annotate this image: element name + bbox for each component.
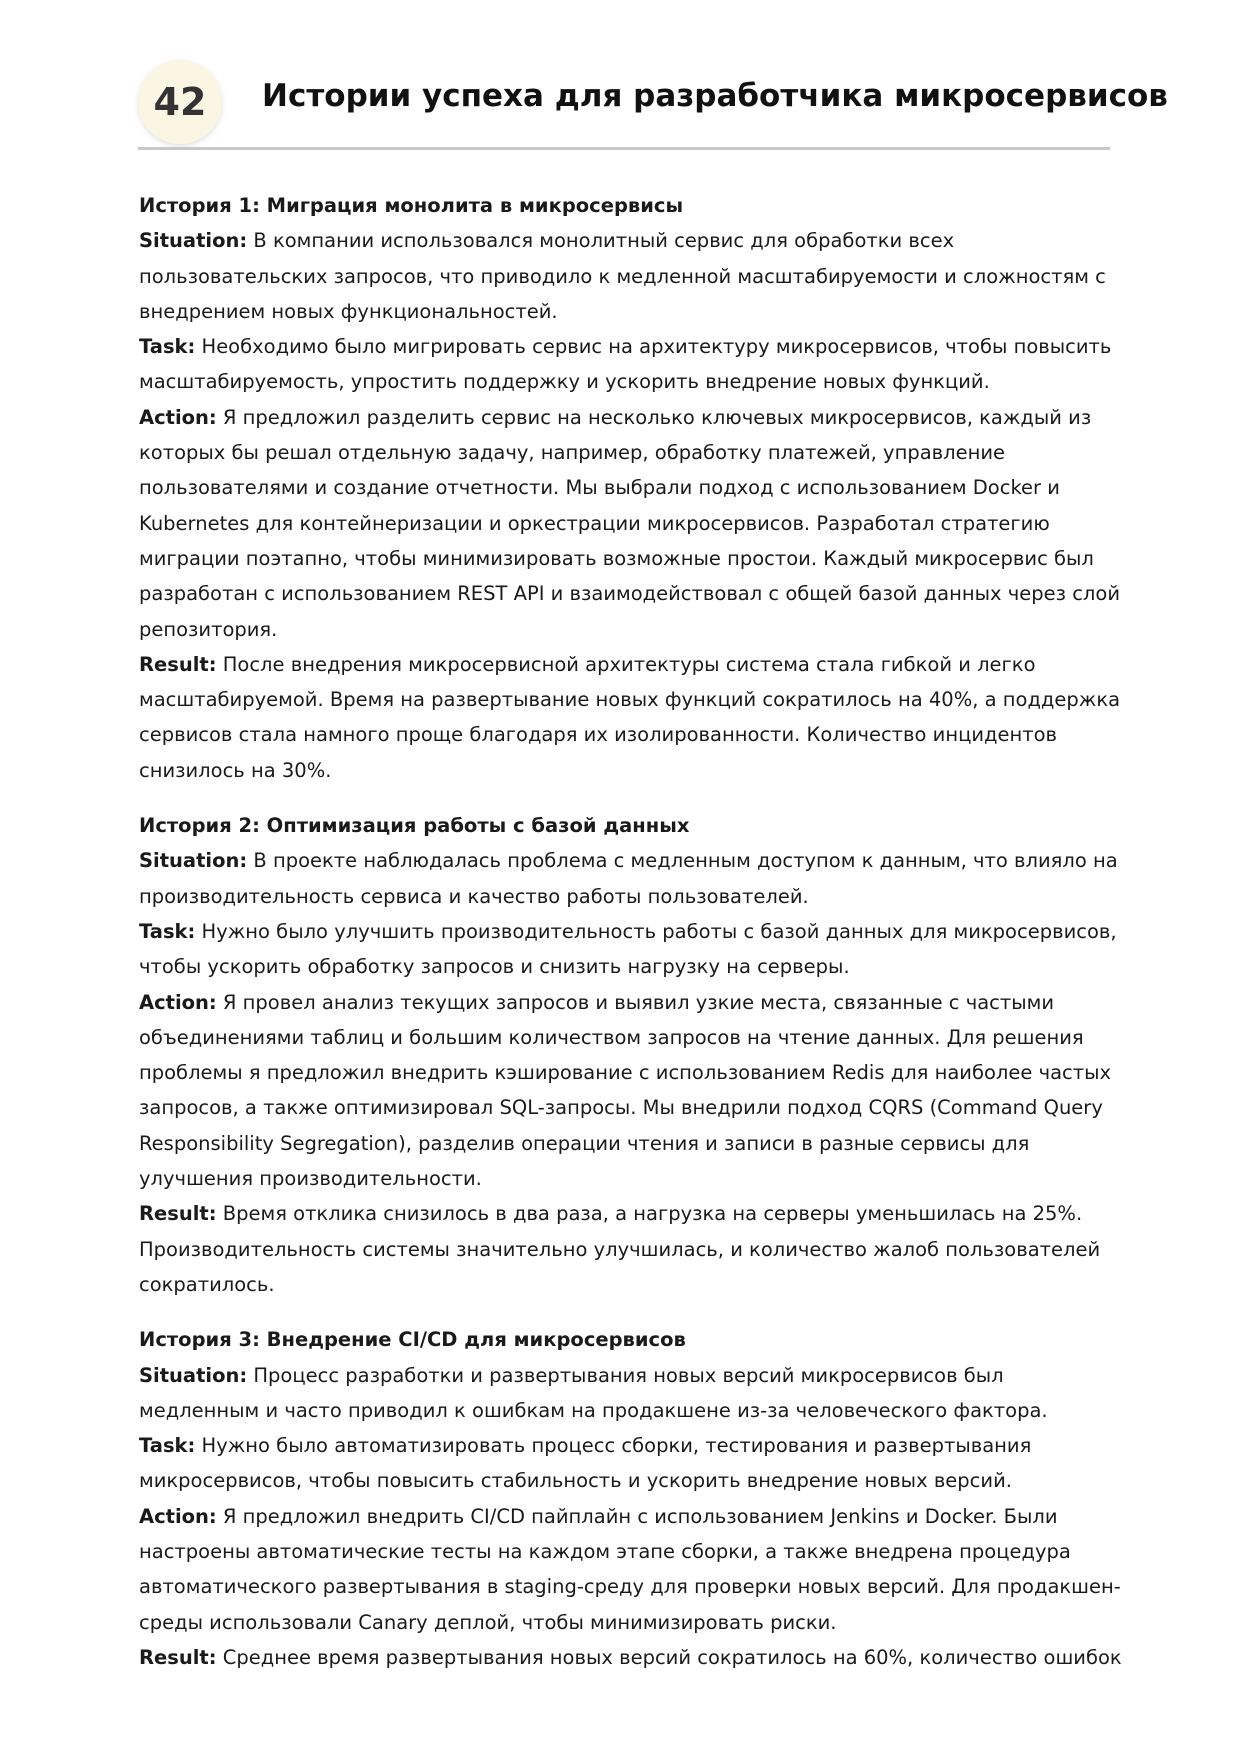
story-title: История 1: Миграция монолита в микросервисы: [139, 194, 684, 217]
situation-text: Процесс разработки и развертывания новых версий микросервисов был медленным и часто приводил к ошибкам на продакшене из-за человеческого фактора.: [139, 1363, 1048, 1422]
task-text: Нужно было автоматизировать процесс сборки, тестирования и развертывания микросервисов, чтобы повысить стабильность и ускорить внедрение новых версий.: [139, 1434, 1032, 1493]
action-text: Я предложил разделить сервис на несколько ключевых микросервисов, каждый из которых бы решал отдельную задачу, например, обработку платежей, управление пользователями и создание отчетности. Мы выбрали подход с использованием Docker и Kubernetes для контейнеризации и оркестрации микросервисов. Разработал стратегию миграции поэтапно, чтобы минимизировать возможные простои. Каждый микросервис был разработан с использованием REST API и взаимодействовал с общей базой данных через слой репозитория.: [139, 405, 1120, 641]
action-text: Я предложил внедрить CI/CD пайплайн с использованием Jenkins и Docker. Были настроены автоматические тесты на каждом этапе сборки, а также внедрена процедура автоматического развертывания в staging-среду для проверки новых версий. Для продакшен-среды использовали Canary деплой, чтобы минимизировать риски.: [139, 1504, 1121, 1634]
story-task: [139, 914, 1129, 985]
situation-label: Situation:: [139, 1363, 248, 1387]
story-action: [139, 400, 1129, 647]
story-result: [139, 1196, 1129, 1302]
story-task: [139, 1428, 1129, 1499]
result-text: После внедрения микросервисной архитектуры система стала гибкой и легко масштабируемой. Время на развертывание новых функций сократилось на 40%, а поддержка сервисов стала намного проще благодаря их изолированности. Количество инцидентов снизилось на 30%.: [139, 652, 1121, 782]
task-label: Task:: [139, 919, 196, 943]
story-result: [139, 1640, 1129, 1675]
task-text: Необходимо было мигрировать сервис на архитектуру микросервисов, чтобы повысить масштабируемость, упростить поддержку и ускорить внедрение новых функций.: [139, 335, 1112, 394]
story-situation: [139, 1358, 1129, 1429]
header-divider: [138, 147, 1110, 150]
situation-label: Situation:: [139, 849, 248, 873]
story-task: [139, 329, 1129, 400]
story-title: История 3: Внедрение CI/CD для микросервисов: [139, 1328, 686, 1352]
result-label: Result:: [139, 1645, 217, 1669]
situation-label: Situation:: [139, 229, 248, 253]
situation-text: В компании использовался монолитный сервис для обработки всех пользовательских запросов, что приводило к медленной масштабируемости и сложностям с внедрением новых функциональностей.: [139, 229, 1106, 323]
story-1: [139, 188, 1129, 788]
situation-text: В проекте наблюдалась проблема с медленным доступом к данным, что влияло на производительность сервиса и качество работы пользователей.: [139, 849, 1118, 908]
stories-content: [139, 188, 1129, 1695]
page-title: Истории успеха для разработчика микросервисов: [262, 78, 1168, 114]
action-text: Я провел анализ текущих запросов и выявил узкие места, связанные с частыми объединениями таблиц и большим количеством запросов на чтение данных. Для решения проблемы я предложил внедрить кэширование с использованием Redis для наиболее частых запросов, а также оптимизировал SQL-запросы. Мы внедрили подход CQRS (Command Query Responsibility Segregation), разделив операции чтения и записи в разные сервисы для улучшения производительности.: [139, 990, 1112, 1191]
story-situation: [139, 843, 1129, 914]
page-header: [138, 58, 1168, 150]
action-label: Action:: [139, 405, 217, 429]
story-result: [139, 647, 1129, 788]
story-title: История 2: Оптимизация работы с базой данных: [139, 814, 690, 838]
result-text: Среднее время развертывания новых версий сократилось на 60%, количество ошибок: [216, 1645, 1122, 1669]
action-label: Action:: [139, 1504, 217, 1528]
story-action: [139, 985, 1129, 1197]
story-situation: [139, 223, 1129, 329]
result-label: Result:: [139, 652, 217, 676]
result-label: Result:: [139, 1202, 217, 1226]
story-action: [139, 1499, 1129, 1640]
task-text: Нужно было улучшить производительность работы с базой данных для микросервисов, чтобы ускорить обработку запросов и снизить нагрузку на серверы.: [139, 919, 1117, 979]
story-2: [139, 808, 1129, 1302]
result-text: Время отклика снизилось в два раза, а нагрузка на серверы уменьшилась на 25%. Производительность системы значительно улучшилась, и количество жалоб пользователей сократилось.: [139, 1202, 1101, 1296]
task-label: Task:: [139, 335, 196, 359]
story-3: [139, 1322, 1129, 1675]
task-label: Task:: [139, 1434, 196, 1458]
chapter-number-badge: 42: [138, 60, 222, 144]
action-label: Action:: [139, 990, 217, 1014]
